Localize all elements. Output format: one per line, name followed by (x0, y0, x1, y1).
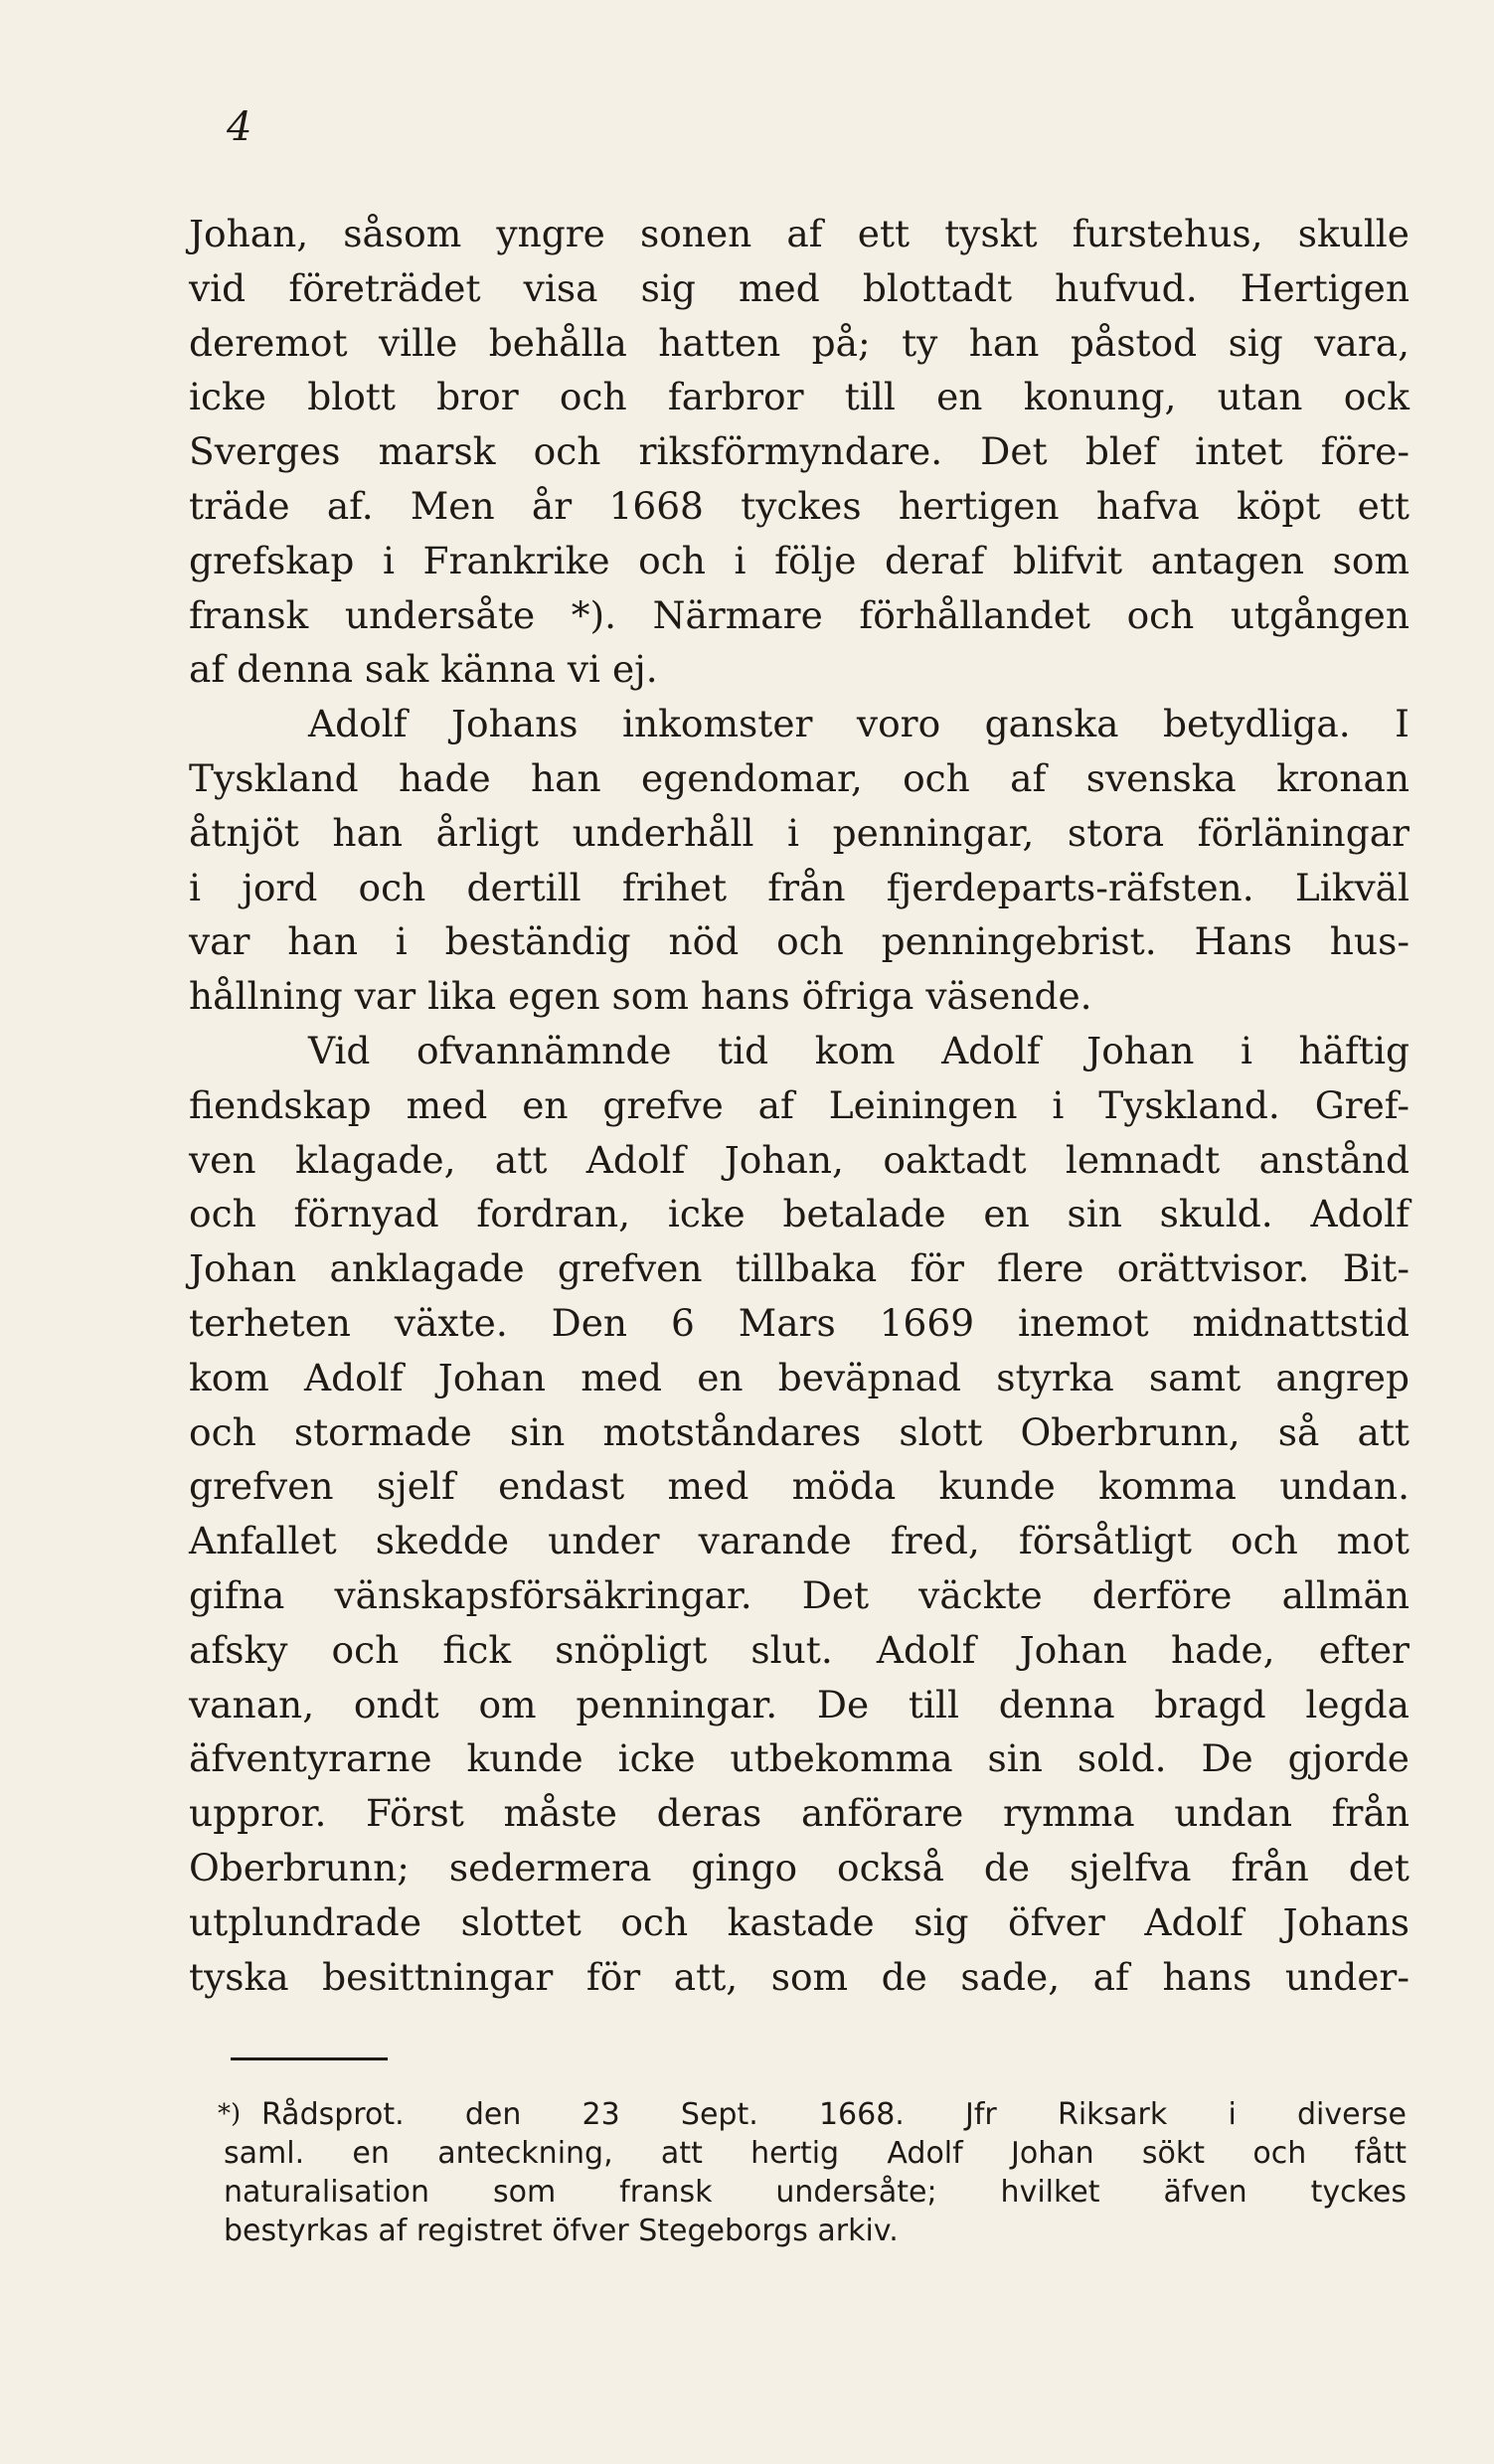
body-line: Oberbrunn; sedermera gingo också de sjelfva från det (189, 1845, 1410, 1889)
body-line: åtnjöt han årligt underhåll i penningar, stora förläningar (189, 810, 1410, 855)
body-line: icke blott bror och farbror till en konung, utan ock (189, 375, 1410, 419)
footnote-marker: *) (218, 2099, 242, 2129)
body-line: kom Adolf Johan med en beväpnad styrka samt angrep (189, 1355, 1410, 1399)
body-line: fransk undersåte *). Närmare förhållandet och utgången (189, 592, 1410, 637)
body-line: Anfallet skedde under varande fred, försåtligt och mot (189, 1519, 1410, 1563)
body-line: fiendskap med en grefve af Leiningen i Tyskland. Gref- (189, 1082, 1410, 1127)
body-line: uppror. Först måste deras anförare rymma undan från (189, 1791, 1410, 1836)
body-line: terheten växte. Den 6 Mars 1669 inemot midnattstid (189, 1300, 1410, 1345)
body-line: grefven sjelf endast med möda kunde komma undan. (189, 1464, 1410, 1509)
body-line: utplundrade slottet och kastade sig öfver Adolf Johans (189, 1899, 1410, 1944)
footnote-line: naturalisation som fransk undersåte; hvilket äfven tyckes (224, 2175, 1407, 2210)
body-line: grefskap i Frankrike och i följe deraf blifvit antagen som (189, 538, 1410, 582)
body-line: Adolf Johans inkomster voro ganska betydliga. I (308, 702, 1410, 746)
body-line: Vid ofvannämnde tid kom Adolf Johan i häftig (308, 1028, 1410, 1072)
body-line: tyska besittningar för att, som de sade, af hans under- (189, 1954, 1410, 1999)
body-text (189, 207, 1410, 2004)
body-line: och stormade sin motståndares slott Oberbrunn, så att (189, 1409, 1410, 1454)
footnote-divider (231, 2057, 388, 2060)
body-line: deremot ville behålla hatten på; ty han påstod sig vara, (189, 320, 1410, 365)
body-line: träde af. Men år 1668 tyckes hertigen hafva köpt ett (189, 483, 1410, 528)
page-number: 4 (227, 104, 252, 150)
body-line: Sverges marsk och riksförmyndare. Det blef intet före- (189, 429, 1410, 474)
body-line: Johan anklagade grefven tillbaka för flere orättvisor. Bit- (189, 1246, 1410, 1291)
footnote-line: Rådsprot. den 23 Sept. 1668. Jfr Riksark i diverse (261, 2097, 1407, 2132)
body-line: afsky och fick snöpligt slut. Adolf Johan hade, efter (189, 1627, 1410, 1672)
body-line: hållning var lika egen som hans öfriga väsende. (189, 974, 1092, 1019)
body-line: gifna vänskapsförsäkringar. Det väckte derföre allmän (189, 1572, 1410, 1617)
footnote-line: bestyrkas af registret öfver Stegeborgs arkiv. (224, 2214, 899, 2248)
body-line: af denna sak känna vi ej. (189, 647, 658, 692)
body-line: Tyskland hade han egendomar, och af svenska kronan (189, 755, 1410, 800)
body-line: Johan, såsom yngre sonen af ett tyskt furstehus, skulle (189, 212, 1410, 255)
body-line: äfventyrarne kunde icke utbekomma sin sold. De gjorde (189, 1736, 1410, 1781)
footnote-line: saml. en anteckning, att hertig Adolf Johan sökt och fått (224, 2136, 1407, 2171)
body-line: vid företrädet visa sig med blottadt hufvud. Hertigen (189, 265, 1410, 310)
body-line: var han i beständig nöd och penningebrist. Hans hus- (189, 919, 1410, 964)
body-line: vanan, ondt om penningar. De till denna bragd legda (189, 1682, 1410, 1726)
footnote (218, 2095, 1407, 2250)
body-line: ven klagade, att Adolf Johan, oaktadt lemnadt anstånd (189, 1137, 1410, 1182)
body-line: och förnyad fordran, icke betalade en sin skuld. Adolf (189, 1192, 1410, 1236)
body-line: i jord och dertill frihet från fjerdeparts-räfsten. Likväl (189, 865, 1410, 909)
